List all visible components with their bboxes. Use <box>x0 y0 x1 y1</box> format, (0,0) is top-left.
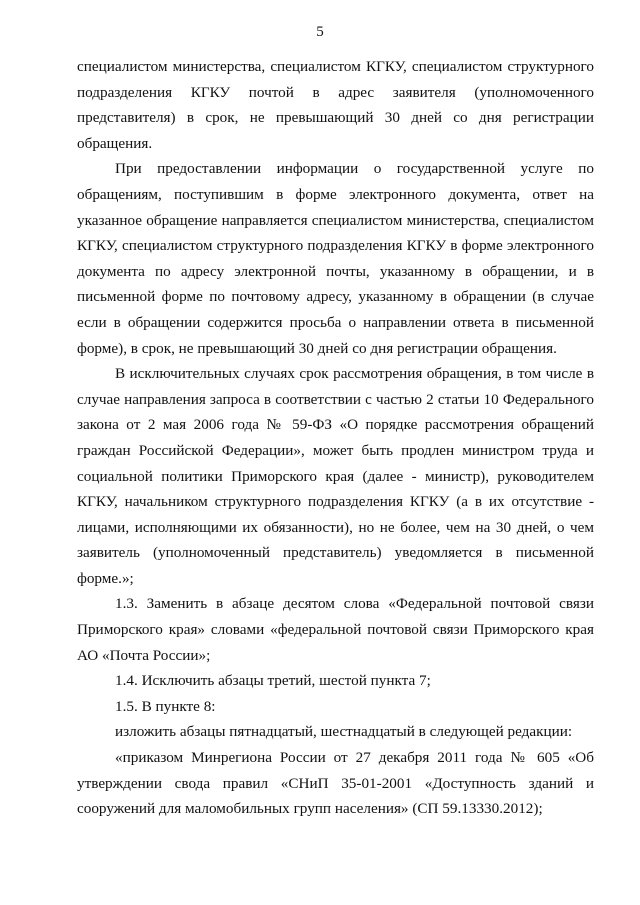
paragraph-item-1-5: 1.5. В пункте 8: <box>115 697 216 715</box>
paragraph-order-reference: «приказом Минрегиона России от 27 декабря 2011 года № 605 «Об утверждении свода правил «СНиП 35-01-2001 «Доступность зданий и сооружений для маломобильных групп населения» (СП 59.13330.2012); <box>77 749 594 818</box>
paragraph-item-1-3: 1.3. Заменить в абзаце десятом слова «Федеральной почтовой связи Приморского края» словами «федеральной почтовой связи Приморского края АО «Почта России»; <box>77 595 594 664</box>
page-number: 5 <box>316 24 324 40</box>
document-body <box>77 54 594 822</box>
paragraph-electronic-response: При предоставлении информации о государственной услуге по обращениям, поступившим в форме электронного документа, ответ на указанное обращение направляется специалистом министерства, специалистом КГКУ, специалистом структурного подразделения КГКУ в форме электронного документа по адресу электронной почты, указанному в обращении, и в письменной форме по почтовому адресу, указанному в обращении (в случае если в обращении содержится просьба о направлении ответа в письменной форме), в срок, не превышающий 30 дней со дня регистрации обращения. <box>77 160 594 357</box>
paragraph-item-1-4: 1.4. Исключить абзацы третий, шестой пункта 7; <box>115 672 431 690</box>
paragraph-extension-period: В исключительных случаях срок рассмотрения обращения, в том числе в случае направления запроса в соответствии с частью 2 статьи 10 Федерального закона от 2 мая 2006 года № 59-ФЗ «О порядке рассмотрения обращений граждан Российской Федерации», может быть продлен министром труда и социальной политики Приморского края (далее - министр), руководителем КГКУ, начальником структурного подразделения КГКУ (а в их отсутствие - лицами, исполняющими их обязанности), но не более, чем на 30 дней, о чем заявитель (уполномоченный представитель) уведомляется в письменной форме.»; <box>77 365 594 587</box>
paragraph-continuation: специалистом министерства, специалистом КГКУ, специалистом структурного подразделения КГКУ почтой в адрес заявителя (уполномоченного представителя) в срок, не превышающий 30 дней со дня регистрации обращения. <box>77 58 594 152</box>
paragraph-amendment-intro: изложить абзацы пятнадцатый, шестнадцатый в следующей редакции: <box>115 723 573 741</box>
